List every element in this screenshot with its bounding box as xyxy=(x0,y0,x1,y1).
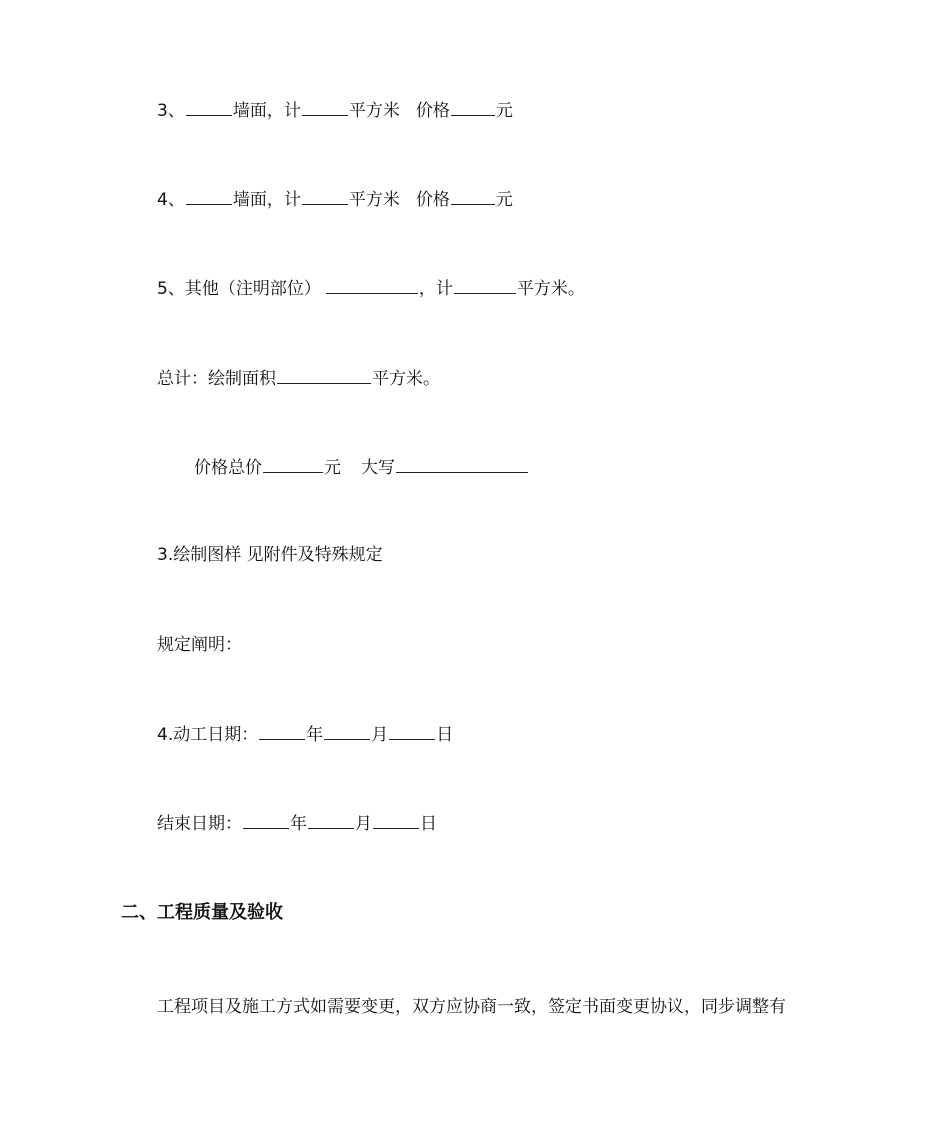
end-year-label: 年 xyxy=(290,814,307,834)
item-5-location-blank[interactable] xyxy=(326,276,418,294)
total-area-blank[interactable] xyxy=(277,366,371,384)
section-2-paragraph: 工程项目及施工方式如需要变更，双方应协商一致，签定书面变更协议，同步调整有 xyxy=(157,997,786,1017)
start-day-label: 日 xyxy=(436,725,454,745)
pattern-line: 3.绘制图样 见附件及特殊规定 xyxy=(157,545,383,565)
item-3-price-blank[interactable] xyxy=(451,98,495,116)
start-year-blank[interactable] xyxy=(259,722,305,740)
item-5-text-b: 平方米。 xyxy=(516,279,585,299)
item-3-text-d: 元 xyxy=(495,101,513,121)
item-4-text-c: 价格 xyxy=(415,190,450,210)
price-uppercase-label: 大写 xyxy=(361,458,395,478)
item-4-text-b: 平方米 xyxy=(348,190,400,210)
end-month-label: 月 xyxy=(355,814,372,834)
item-4-text-a: 墙面，计 xyxy=(232,190,301,210)
total-unit: 平方米。 xyxy=(372,369,440,389)
item-4-location-blank[interactable] xyxy=(186,187,232,205)
item-4-prefix: 4、 xyxy=(157,190,185,210)
price-total-blank[interactable] xyxy=(263,455,323,473)
item-3-area-blank[interactable] xyxy=(302,98,348,116)
end-date-line xyxy=(157,811,437,836)
item-5-text-a: ，计 xyxy=(418,279,453,299)
end-month-blank[interactable] xyxy=(308,811,354,829)
section-2-heading: 二、工程质量及验收 xyxy=(121,902,283,923)
rules-line: 规定阐明： xyxy=(157,635,242,655)
item-4-line xyxy=(157,187,513,212)
price-label: 价格总价 xyxy=(194,458,262,478)
item-4-price-blank[interactable] xyxy=(451,187,495,205)
end-date-label: 结束日期： xyxy=(157,814,242,834)
item-5-line xyxy=(157,276,585,301)
price-uppercase-blank[interactable] xyxy=(396,455,528,473)
end-year-blank[interactable] xyxy=(243,811,289,829)
price-line xyxy=(194,455,529,480)
item-3-text-c: 价格 xyxy=(415,101,450,121)
end-day-label: 日 xyxy=(420,814,437,834)
total-label: 总计：绘制面积 xyxy=(157,369,276,389)
end-day-blank[interactable] xyxy=(373,811,419,829)
start-year-label: 年 xyxy=(306,725,324,745)
start-date-label: 4.动工日期： xyxy=(157,725,259,745)
start-month-blank[interactable] xyxy=(324,722,370,740)
item-3-text-a: 墙面，计 xyxy=(232,101,301,121)
item-5-area-blank[interactable] xyxy=(454,276,516,294)
start-date-line xyxy=(157,722,453,747)
start-day-blank[interactable] xyxy=(389,722,435,740)
item-3-text-b: 平方米 xyxy=(348,101,400,121)
start-month-label: 月 xyxy=(371,725,389,745)
price-unit: 元 xyxy=(324,458,341,478)
item-4-text-d: 元 xyxy=(495,190,513,210)
item-5-prefix: 5、其他（注明部位） xyxy=(157,279,321,299)
item-3-prefix: 3、 xyxy=(157,101,185,121)
item-4-area-blank[interactable] xyxy=(302,187,348,205)
item-3-line xyxy=(157,98,513,123)
item-3-location-blank[interactable] xyxy=(186,98,232,116)
total-line xyxy=(157,366,440,391)
